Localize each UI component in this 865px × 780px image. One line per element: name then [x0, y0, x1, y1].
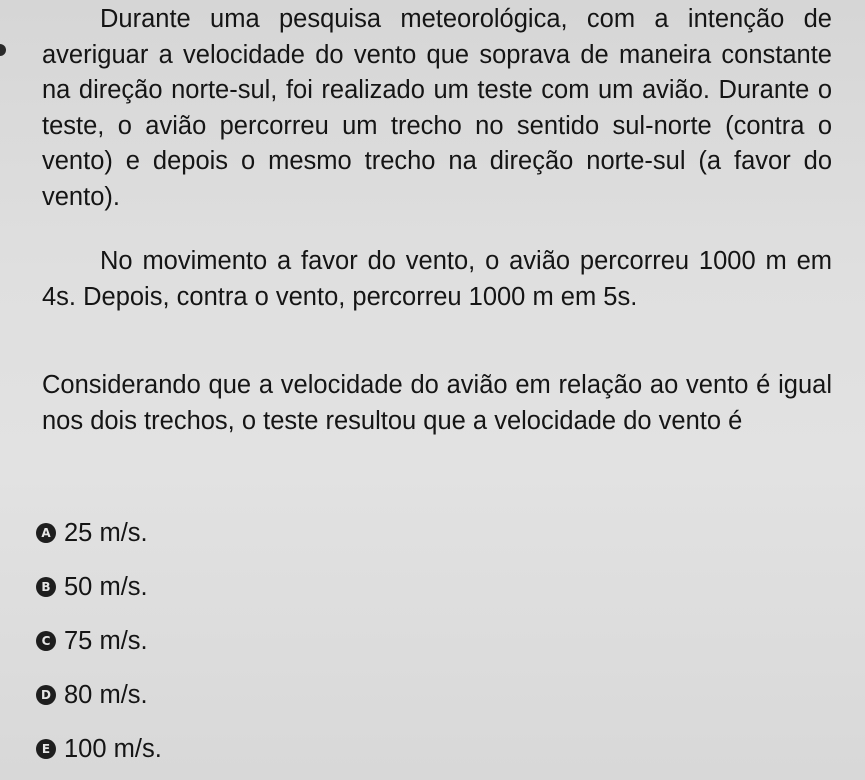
option-d[interactable]	[36, 668, 162, 722]
question-paragraph-2: No movimento a favor do vento, o avião percorreu 1000 m em 4s. Depois, contra o vento, percorreu 1000 m em 5s.	[42, 247, 832, 311]
option-letter-badge: C	[36, 631, 56, 651]
option-a[interactable]	[36, 506, 162, 560]
option-text: 50 m/s.	[64, 572, 148, 601]
option-b[interactable]	[36, 560, 162, 614]
option-letter-badge: E	[36, 739, 56, 759]
question-paragraph-1: Durante uma pesquisa meteorológica, com a intenção de averiguar a velocidade do vento que soprava de maneira constante na direção norte-sul, foi realizado um teste com um avião. Durante o teste, o avião percorreu um trecho no sentido sul-norte (contra o vento) e depois o mesmo trecho na direção norte-sul (a favor do vento).	[42, 5, 832, 211]
option-text: 25 m/s.	[64, 518, 148, 547]
option-letter-badge: A	[36, 523, 56, 543]
answer-options	[36, 506, 162, 776]
option-c[interactable]	[36, 614, 162, 668]
option-e[interactable]	[36, 722, 162, 776]
option-text: 75 m/s.	[64, 626, 148, 655]
option-letter-badge: B	[36, 577, 56, 597]
edge-mark	[0, 44, 6, 56]
option-letter-badge: D	[36, 685, 56, 705]
option-text: 80 m/s.	[64, 680, 148, 709]
option-text: 100 m/s.	[64, 734, 162, 763]
question-paragraph-3: Considerando que a velocidade do avião em relação ao vento é igual nos dois trechos, o teste resultou que a velocidade do vento é	[42, 371, 832, 435]
